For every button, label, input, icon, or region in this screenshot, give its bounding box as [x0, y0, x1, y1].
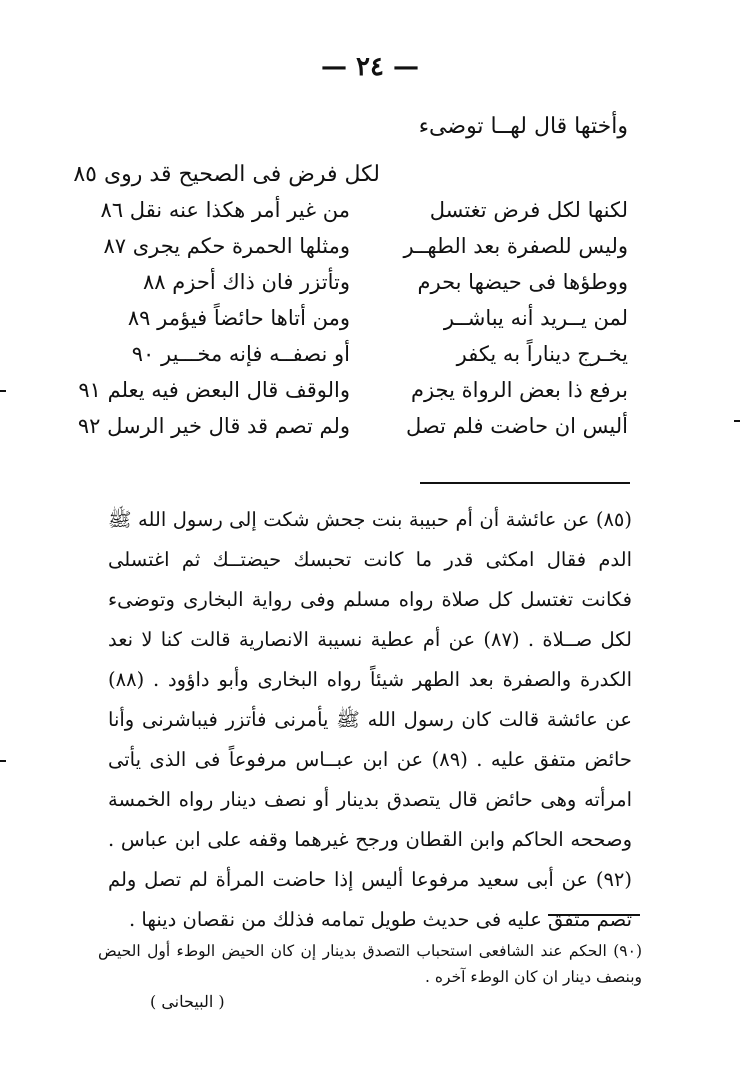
verse-right-hemistich: ووطؤها فى حيضها بحرم [417, 270, 628, 294]
verse-line [0, 414, 740, 448]
page-number: — ٢٤ — [320, 52, 420, 82]
verse-right-hemistich: أليس ان حاضت فلم تصل [405, 414, 628, 438]
verse-right-hemistich: لمن يــريد أنه يباشــر [443, 306, 628, 330]
verse-left-hemistich: من غير أمر هكذا عنه نقل ٨٦ [100, 198, 350, 222]
commentary-paragraph: (٨٥) عن عائشة أن أم حبيبة بنت جحش شكت إلى رسول الله ﷺ الدم فقال امكثى قدر ما كانت تحبسك حيضتــك ثم اغتسلى فكانت تغتسل كل صلاة رواه مسلم وفى رواية البخارى وتوضىء لكل صــلاة . (٨٧) عن أم عطية نسيبة الانصارية قالت كنا لا نعد الكدرة والصفرة بعد الطهر شيئاً رواه البخارى وأبو داؤود . (٨٨) عن عائشة قالت كان رسول الله ﷺ يأمرنى فأتزر فيباشرنى وأنا حائض متفق عليه . (٨٩) عن ابن عبــاس مرفوعاً فى الذى يأتى امرأته وهى حائض قال يتصدق بدينار أو نصف دينار رواه الخمسة وصححه الحاكم وابن القطان ورجح غيرهما وقفه على ابن عباس . (٩٢) عن أبى سعيد مرفوعا أليس إذا حاضت المرأة لم تصل ولم تصم متفق عليه فى حديث طويل تمامه فذلك من نقصان دينها . [108, 508, 632, 931]
verse-line [0, 234, 740, 268]
verse-line [0, 270, 740, 304]
footnote-divider [548, 914, 640, 916]
verse-line [0, 342, 740, 376]
intro-line: وأختها قال لهــا توضىء [418, 114, 628, 139]
verse-right-hemistich: برفع ذا بعض الرواة يجزم [410, 378, 628, 402]
commentary-block [108, 500, 632, 940]
verse-left-hemistich: والوقف قال البعض فيه يعلم ٩١ [78, 378, 350, 402]
verse-right-hemistich: يخـرج ديناراً به يكفر [456, 342, 628, 366]
verse-left-hemistich: ومن أتاها حائضاً فيؤمر ٨٩ [127, 306, 350, 330]
verse-left-hemistich: ومثلها الحمرة حكم يجرى ٨٧ [103, 234, 350, 258]
verse-right-hemistich: لكنها لكل فرض تغتسل [429, 198, 628, 222]
margin-mark [0, 390, 6, 392]
margin-mark [0, 760, 6, 762]
section-divider [420, 482, 630, 484]
verse-left-hemistich: وتأتزر فان ذاك أحزم ٨٨ [143, 270, 350, 294]
verse-right-hemistich: وليس للصفرة بعد الطهــر [403, 234, 628, 258]
verse-line [0, 198, 740, 232]
footnote [98, 938, 642, 990]
footnote-signature: ( البيحانى ) [150, 992, 225, 1011]
margin-mark [734, 420, 740, 422]
first-verse: لكل فرض فى الصحيح قد روى ٨٥ [73, 162, 380, 187]
verse-left-hemistich: ولم تصم قد قال خير الرسل ٩٢ [77, 414, 350, 438]
verse-line [0, 306, 740, 340]
verse-left-hemistich: أو نصفــه فإنه مخـــير ٩٠ [131, 342, 350, 366]
footnote-text: (٩٠) الحكم عند الشافعى استحباب التصدق بدينار إن كان الحيض الوطء أول الحيض وبنصف دينار ان كان الوطء آخره . [98, 942, 642, 986]
verse-line [0, 378, 740, 412]
